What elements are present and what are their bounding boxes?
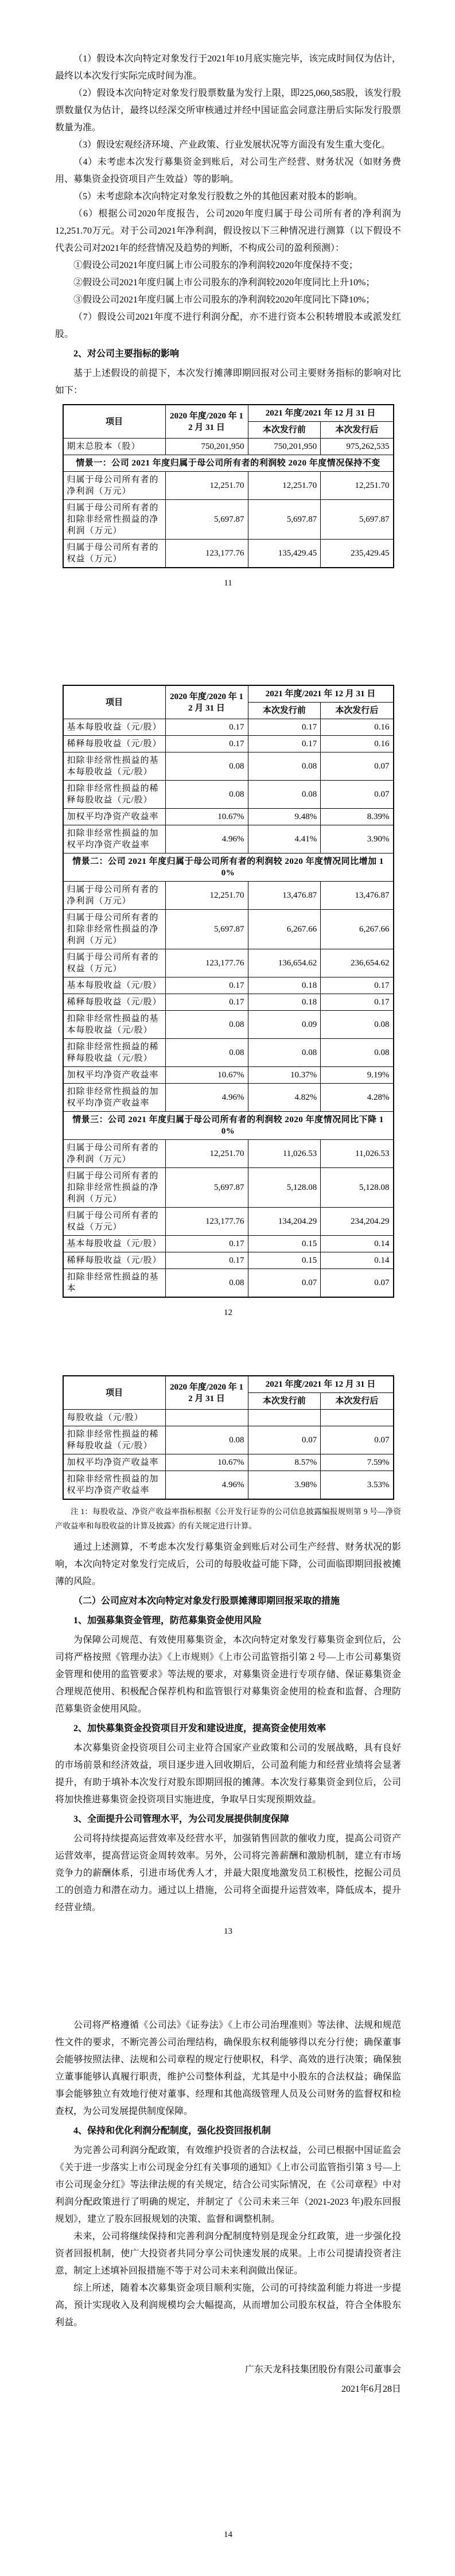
row-value: 7.59% [321,1454,394,1471]
row-value: 3.98% [248,1471,321,1500]
row-value: 0.07 [248,1269,321,1298]
table-row [63,540,394,568]
header-2021: 2021 年度/2021 年 12 月 31 日 [248,1376,393,1393]
row-label: 扣除非经常性损益的稀释每股收益（元/股） [63,1039,166,1067]
table-row [63,719,394,736]
row-value: 12,251.70 [321,472,394,500]
assumption-paragraph: （6）根据公司2020年度报告，公司2020年度归属于母公司所有者的净利润为12,251.70万元。对于公司2021年净利润，假设按以下三种情况进行测算（以下假设不代表公司对2021年的经营情况及趋势的判断，不构成公司的盈利预测）： [55,209,401,253]
row-label: 加权平均净资产收益率 [63,1454,166,1471]
row-label: 归属于母公司所有者的净利润（万元） [63,1140,166,1168]
signature-company: 广东天龙科技集团股份有限公司董事会 [244,2365,401,2375]
row-value: 5,128.08 [321,1168,394,1208]
header-item: 项目 [63,1376,166,1410]
table-row [63,910,394,949]
measure-3-body: 公司将持续提高运营效率及经营水平，加强销售回款的催收力度，提高公司资产运营效率，提高营运资金周转效率。另外，公司将完善薪酬和激励机制，建立有市场竞争力的薪酬体系，引进市场优秀人才，并最大限度地激发员工积极性，挖掘公司员工的创造力和潜在动力。通过以上措施，公司将全面提升运营效率，降低成本，提升经营业绩。 [55,1834,401,1912]
row-value: 12,251.70 [165,882,248,910]
table-row [63,1410,394,1426]
table-row [63,1039,394,1067]
header-post-issue: 本次发行后 [321,703,394,719]
header-pre-issue: 本次发行前 [248,422,321,439]
row-value: 234,204.29 [321,1208,394,1236]
table-row [63,949,394,977]
row-value: 10.67% [165,1067,248,1084]
row-value: 0.08 [248,781,321,809]
row-value: 136,654.62 [248,949,321,977]
row-label: 稀释每股收益（元/股） [63,994,166,1011]
table-row [63,825,394,854]
row-value: 3.90% [321,825,394,854]
assumption-paragraph: （3）假设宏观经济环境、产业政策、行业发展状况等方面没有发生重大变化。 [73,140,391,150]
header-post-issue: 本次发行后 [321,1393,394,1410]
row-label: 归属于母公司所有者的扣除非经常性损益的净利润（万元） [63,910,166,949]
page-number: 13 [224,1927,232,1936]
table-header-row [63,685,394,703]
row-label: 扣除非经常性损益的稀释每股收益（元/股） [63,1426,166,1454]
measure-2-heading: 2、加快募集资金投资项目开发和建设进度，提高资金使用效率 [73,1724,326,1733]
row-value: 0.16 [321,736,394,752]
row-value: 5,697.87 [165,910,248,949]
measure-4-heading: 4、保持和优化利润分配制度，强化投资回报机制 [73,2126,271,2136]
row-value: 0.08 [248,1039,321,1067]
row-value: 4.28% [321,1084,394,1112]
row-value: 13,476.87 [321,882,394,910]
row-value: 8.39% [321,809,394,825]
row-value: 0.17 [165,1252,248,1269]
row-label: 归属于母公司所有者的权益（万元） [63,540,166,568]
row-value: 10.67% [165,809,248,825]
row-label: 扣除非经常性损益的加权平均净资产收益率 [63,1084,166,1112]
row-value: 975,262,535 [321,439,394,455]
row-value: 11,026.53 [321,1140,394,1168]
row-value: 13,476.87 [248,882,321,910]
row-value: 0.08 [165,1011,248,1039]
table-row [63,1471,394,1500]
row-value: 750,201,950 [248,439,321,455]
table-row [63,736,394,752]
row-value: 235,429.45 [321,540,394,568]
assumption-paragraph: （2）假设本次向特定对象发行股票数量为发行上限，即225,060,585股，该发行股票数量仅为估计，最终以经深交所审核通过并经中国证监会同意注册后实际发行股票数量为准。 [55,88,401,133]
header-2020: 2020 年度/2020 年 12 月 31 日 [165,685,248,719]
measure-1-body: 为保障公司规范、有效使用募集资金，本次向特定对象发行募集资金到位后，公司将严格按照《管理办法》《上市规则》《上市公司监管指引第 2 号—上市公司募集资金管理和使用的监管要求》等法规的要求，对募集资金进行专项存储、保证募集资金合理规范使用、积极配合保荐机构和监管银行对募集资金使用的检查和监督、合理防范募集资金使用风险。 [55,1635,401,1714]
signature-date: 2021年6月28日 [341,2384,401,2394]
row-label: 归属于母公司所有者的扣除非经常性损益的净利润（万元） [63,1168,166,1208]
row-value: 6,267.66 [321,910,394,949]
row-value: 10.37% [248,1067,321,1084]
row-value: 0.14 [321,1252,394,1269]
row-label: 稀释每股收益（元/股） [63,736,166,752]
table-row [63,882,394,910]
table-footnote: 注 1：每股收益、净资产收益率指标根据《公开发行证券的公司信息披露编报规则第 9 号—净资产收益率和每股收益的计算及披露》的有关规定进行计算。 [55,1507,401,1530]
page-12 [55,685,401,1318]
header-item: 项目 [63,685,166,719]
row-label: 归属于母公司所有者的权益（万元） [63,949,166,977]
row-value: 0.17 [165,977,248,994]
row-value [248,1410,321,1426]
page-number: 12 [224,1308,232,1317]
table-row [63,1011,394,1039]
assumption-paragraph: （7）假设公司2021年度不进行利润分配，亦不进行资本公积转增股本或派发红股。 [55,312,401,339]
row-value: 123,177.76 [165,1208,248,1236]
dividend-policy-paragraph: 为完善公司利润分配政策，有效维护投资者的合法权益，公司已根据中国证监会《关于进一步落实上市公司现金分红有关事项的通知》《上市公司监管指引第 3 号—上市公司现金分红》等法律法规的有关规定，结合公司实际情况，在《公司章程》中对利润分配政策进行了明确的规定，并制定了《公司未来三年（2021-2023 年)股东回报规划》，建立了股东回报规划的决策、监督和调整机制。 [55,2146,401,2224]
row-value: 0.17 [248,736,321,752]
dilution-impact-table-3 [63,1375,394,1500]
conclusion-paragraph: 通过上述测算，不考虑本次发行募集资金到账后对公司生产经营、财务状况的影响，本次向特定对象发行完成后，公司的每股收益可能下降，公司面临即期回报被摊薄的风险。 [55,1542,401,1586]
header-2021: 2021 年度/2021 年 12 月 31 日 [248,685,393,703]
table-row [63,994,394,1011]
table-intro-paragraph: 基于上述假设的前提下，本次发行摊薄即期回报对公司主要财务指标的影响对比如下： [55,368,401,395]
table-row [63,1084,394,1112]
row-label: 归属于母公司所有者的扣除非经常性损益的净利润（万元） [63,500,166,540]
row-value: 0.08 [248,752,321,781]
assumption-paragraph: （5）未考虑除本次向特定对象发行股数之外的其他因素对股本的影响。 [73,192,363,201]
row-label: 归属于母公司所有者的净利润（万元） [63,472,166,500]
table-row [63,1067,394,1084]
row-value: 123,177.76 [165,540,248,568]
row-value: 12,251.70 [165,1140,248,1168]
row-value: 4.96% [165,1471,248,1500]
row-value: 9.19% [321,1067,394,1084]
row-value: 0.08 [165,1039,248,1067]
row-value: 0.08 [165,752,248,781]
row-value: 0.15 [248,1236,321,1252]
table-header-row [63,1376,394,1393]
table-row [63,1236,394,1252]
row-value: 0.07 [248,1426,321,1454]
row-value: 0.17 [165,719,248,736]
row-value: 5,128.08 [248,1168,321,1208]
row-value: 8.57% [248,1454,321,1471]
row-value: 0.08 [321,1011,394,1039]
table-header-row [63,405,394,422]
row-label: 扣除非经常性损益的基本 [63,1269,166,1298]
dilution-impact-table-2 [63,685,394,1298]
row-value [321,1410,394,1426]
header-item: 项目 [63,405,166,439]
row-value: 5,697.87 [165,1168,248,1208]
signature-block [55,2360,401,2399]
row-value: 5,697.87 [321,500,394,540]
scenario-label: 情景三：公司 2021 年度归属于母公司所有者的利润较 2020 年度情况同比下降 10% [63,1112,394,1140]
row-value: 236,654.62 [321,949,394,977]
table-row [63,977,394,994]
table-row [63,1269,394,1298]
row-value: 0.08 [165,1269,248,1298]
row-label: 扣除非经常性损益的基本每股收益（元/股） [63,752,166,781]
row-value: 0.08 [165,781,248,809]
row-label: 扣除非经常性损益的加权平均净资产收益率 [63,825,166,854]
section-heading-measures: （二）公司应对本次向特定对象发行股票摊薄即期回报采取的措施 [73,1596,340,1606]
page-11 [55,51,401,588]
header-pre-issue: 本次发行前 [248,1393,321,1410]
row-label: 加权平均净资产收益率 [63,809,166,825]
page-14 [55,2017,401,2540]
table-row [63,500,394,540]
row-value: 135,429.45 [248,540,321,568]
table-row [63,1454,394,1471]
page-number: 11 [224,579,232,588]
row-value [165,1410,248,1426]
page-13 [55,1375,401,1937]
assumption-paragraph: （1）假设本次向特定对象发行于2021年10月底实施完毕，该完成时间仅为估计，最终以本次发行实际完成时间为准。 [55,54,401,81]
row-value: 4.41% [248,825,321,854]
row-value: 0.17 [248,719,321,736]
row-value: 0.08 [321,1039,394,1067]
row-value: 12,251.70 [248,472,321,500]
row-label: 归属于母公司所有者的权益（万元） [63,1208,166,1236]
header-post-issue: 本次发行后 [321,422,394,439]
header-2020: 2020 年度/2020 年 12 月 31 日 [165,405,248,439]
row-value: 4.96% [165,825,248,854]
table-row [63,1168,394,1208]
row-value: 0.07 [321,752,394,781]
row-value: 9.48% [248,809,321,825]
row-value: 0.09 [248,1011,321,1039]
table-row [63,1208,394,1236]
row-value: 750,201,950 [165,439,248,455]
future-policy-paragraph: 未来，公司将继续保持和完善利润分配制度特别是现金分红政策，进一步强化投资者回报机制，使广大投资者共同分享公司快速发展的成果。上市公司提请投资者注意，制定上述填补回报措施不等于对公司未来利润做出保证。 [55,2232,401,2276]
row-value: 11,026.53 [248,1140,321,1168]
table-row [63,781,394,809]
row-value: 0.17 [165,736,248,752]
scenario-row [63,1112,394,1140]
row-value: 0.07 [321,781,394,809]
row-value: 0.17 [165,1236,248,1252]
row-value: 12,251.70 [165,472,248,500]
scenario-row [63,455,394,472]
row-value: 134,204.29 [248,1208,321,1236]
row-value: 0.17 [321,977,394,994]
row-label: 加权平均净资产收益率 [63,1067,166,1084]
measure-2-body: 本次募集资金投资项目公司主业符合国家产业政策和公司的发展战略，具有良好的市场前景和经济效益，项目逐步进入回收期后，公司盈利能力和经营业绩将会显著提升，有助于填补本次发行对股东即期回报的摊薄。本次发行募集资金到位后，公司将加快推进募集资金投资项目实施进度，争取早日实现预期效益。 [55,1743,401,1805]
measure-1-heading: 1、加强募集资金管理，防范募集资金使用风险 [73,1616,262,1625]
row-label: 归属于母公司所有者的净利润（万元） [63,882,166,910]
row-value: 4.82% [248,1084,321,1112]
scenario-assumption-3: ③假设公司2021年度归属上市公司股东的净利润较2020年度同比下降10%； [73,295,375,305]
row-value: 0.08 [165,1426,248,1454]
scenario-row [63,854,394,882]
summary-paragraph: 综上所述，随着本次募集资金项目顺利实施，公司的可持续盈利能力将进一步提高，预计实现收入及利润规模均会大幅提高，从而增加公司股东权益，符合全体股东利益。 [55,2283,401,2327]
row-label: 每股收益（元/股） [63,1410,166,1426]
governance-paragraph: 公司将严格遵循《公司法》《证券法》《上市公司治理准则》等法律、法规和规范性文件的要求，不断完善公司治理结构，确保股东权利能够得以充分行使；确保董事会能够按照法律、法规和公司章程的规定行使职权，科学、高效的进行决策；确保独立董事能够认真履行职责，维护公司整体利益，尤其是中小股东的合法权益；确保监事会能够独立有效地行使对董事、经理和其他高级管理人员及公司财务的监督权和检查权，为公司发展提供制度保障。 [55,2020,401,2116]
row-label: 基本每股收益（元/股） [63,719,166,736]
row-label: 扣除非经常性损益的稀释每股收益（元/股） [63,781,166,809]
measure-3-heading: 3、全面提升公司管理水平，为公司发展提供制度保障 [73,1814,290,1824]
table-row [63,472,394,500]
row-value: 0.16 [321,719,394,736]
table-row [63,809,394,825]
dilution-impact-table-1 [63,404,394,568]
table-row [63,1426,394,1454]
row-value: 5,697.87 [248,500,321,540]
header-2020: 2020 年度/2020 年 12 月 31 日 [165,1376,248,1410]
row-label: 扣除非经常性损益的基本每股收益（元/股） [63,1011,166,1039]
scenario-assumption-2: ②假设公司2021年度归属上市公司股东的净利润较2020年度同比上升10%； [73,278,375,288]
row-value: 0.17 [165,994,248,1011]
row-value: 5,697.87 [165,500,248,540]
table-row [63,1140,394,1168]
row-value: 0.15 [248,1252,321,1269]
row-label: 扣除非经常性损益的加权平均净资产收益率 [63,1471,166,1500]
scenario-assumption-1: ①假设公司2021年度归属上市公司股东的净利润较2020年度保持不变； [73,261,359,270]
row-label: 基本每股收益（元/股） [63,977,166,994]
row-value: 0.17 [321,994,394,1011]
row-value: 4.96% [165,1084,248,1112]
scenario-label: 情景一：公司 2021 年度归属于母公司所有者的利润较 2020 年度情况保持不变 [63,455,394,472]
header-2021: 2021 年度/2021 年 12 月 31 日 [248,405,393,422]
row-value: 0.07 [321,1269,394,1298]
row-value: 0.07 [321,1426,394,1454]
row-value: 6,267.66 [248,910,321,949]
row-value: 3.53% [321,1471,394,1500]
row-label: 期末总股本（股） [63,439,166,455]
section-heading-impact: 2、对公司主要指标的影响 [73,349,180,359]
assumption-paragraph: （4）未考虑本次发行募集资金到账后，对公司生产经营、财务状况（如财务费用、募集资金投资项目产生效益）等的影响。 [55,157,401,184]
table-row [63,752,394,781]
table-row [63,1252,394,1269]
row-value: 0.18 [248,977,321,994]
page-number: 14 [224,2530,232,2539]
table-row [63,439,394,455]
header-pre-issue: 本次发行前 [248,703,321,719]
row-value: 10.67% [165,1454,248,1471]
row-label: 稀释每股收益（元/股） [63,1252,166,1269]
row-value: 0.14 [321,1236,394,1252]
row-label: 基本每股收益（元/股） [63,1236,166,1252]
row-value: 0.18 [248,994,321,1011]
scenario-label: 情景二：公司 2021 年度归属于母公司所有者的利润较 2020 年度情况同比增加 10% [63,854,394,882]
row-value: 123,177.76 [165,949,248,977]
